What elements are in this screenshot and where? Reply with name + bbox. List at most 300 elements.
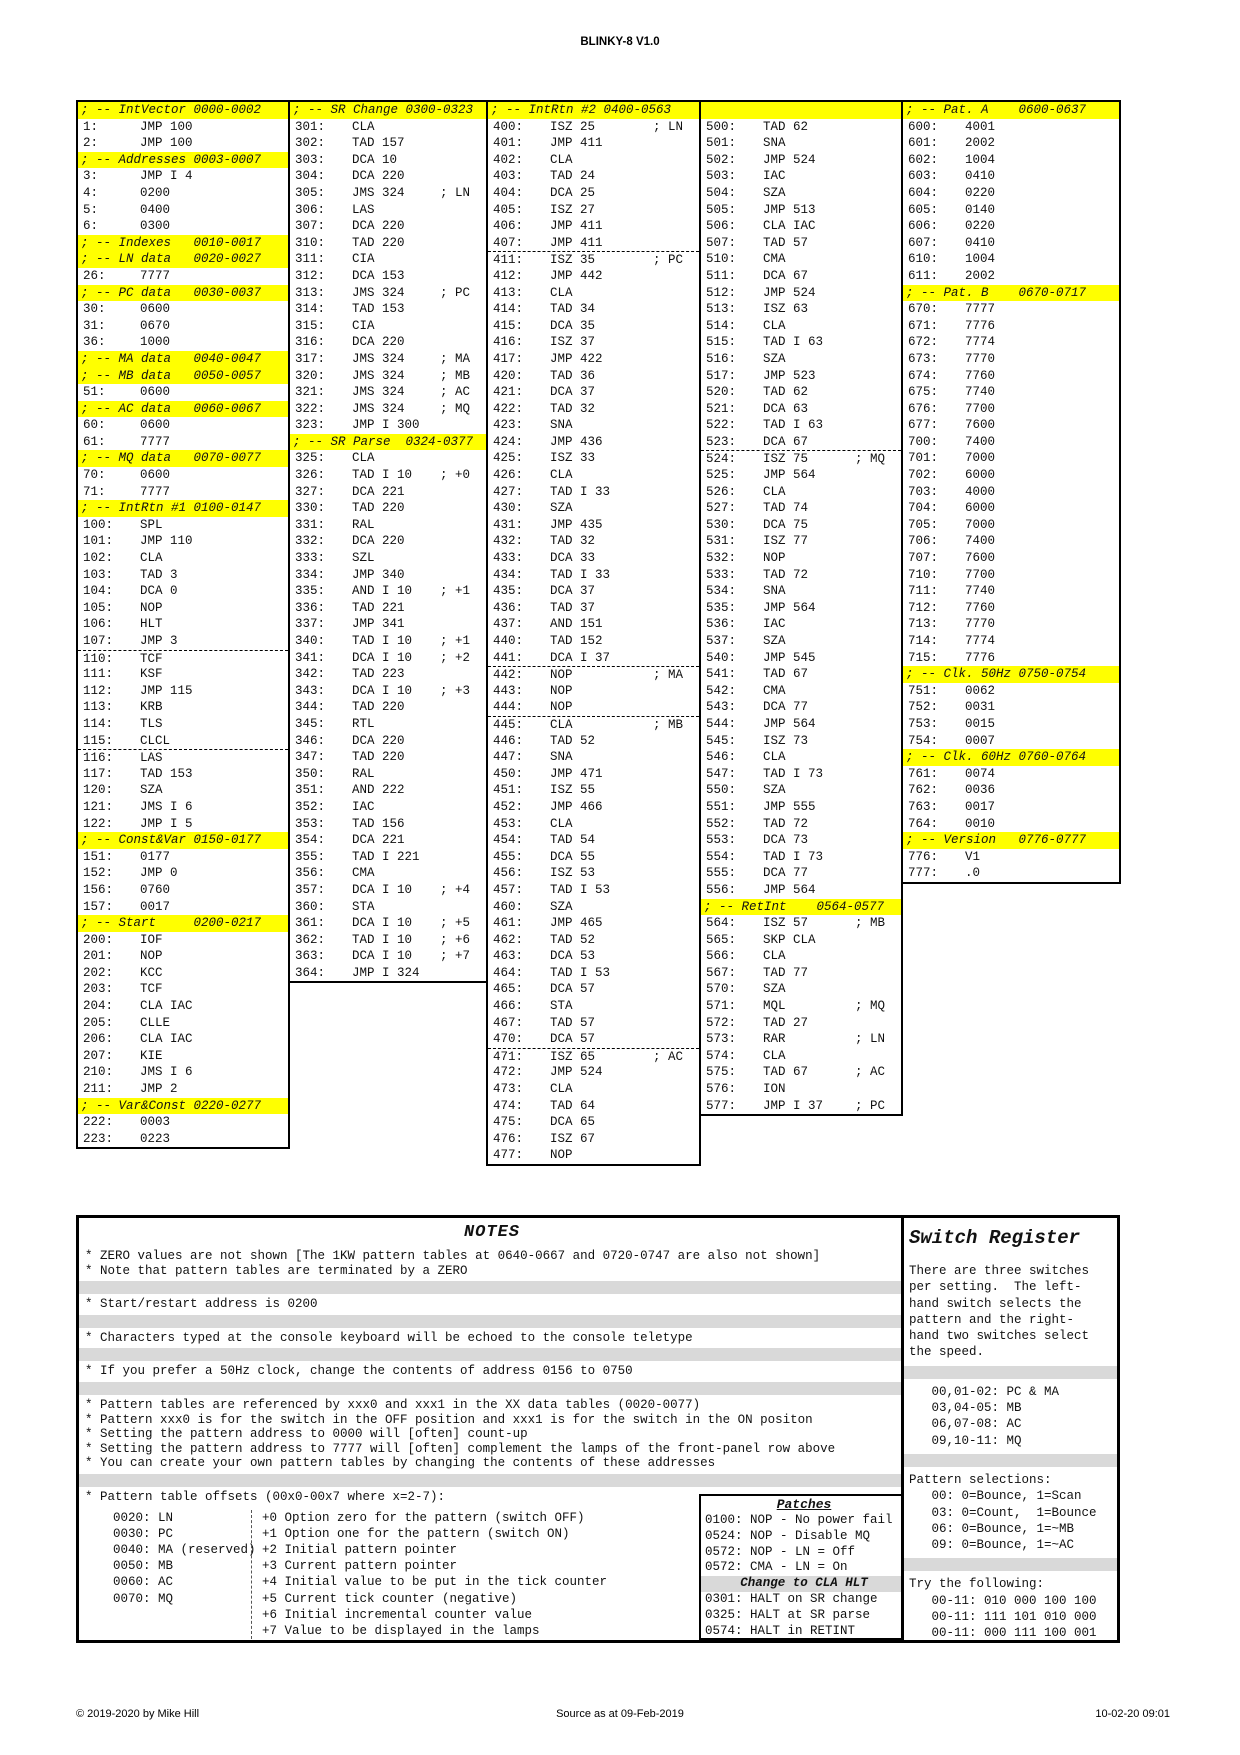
code-row: [701, 948, 901, 965]
patches-title: Patches: [776, 1497, 832, 1512]
code-instruction: CLCL: [140, 733, 171, 748]
code-address: 351:: [295, 783, 326, 798]
code-address: 360:: [295, 899, 326, 914]
code-instruction: DCA 220: [352, 335, 405, 350]
code-row: [701, 633, 901, 650]
code-row: [290, 766, 486, 783]
section-header-row: ; -- MA data 0040-0047: [78, 351, 288, 368]
code-instruction: 6000: [965, 468, 996, 483]
code-row: [701, 616, 901, 633]
code-row: [78, 633, 288, 650]
code-instruction: NOP: [550, 1148, 573, 1163]
section-header-row: ; -- Clk. 50Hz 0750-0754: [903, 666, 1119, 683]
code-row: [701, 202, 901, 219]
code-row: [290, 384, 486, 401]
code-instruction: 7774: [965, 335, 996, 350]
code-instruction: TAD 62: [763, 385, 809, 400]
code-address: 710:: [908, 567, 939, 582]
code-instruction: 0670: [140, 318, 171, 333]
code-instruction: SZA: [763, 982, 786, 997]
code-address: 104:: [83, 584, 114, 599]
code-address: 443:: [493, 683, 524, 698]
code-row: [290, 733, 486, 750]
code-row: [488, 185, 699, 202]
code-instruction: IAC: [763, 169, 786, 184]
code-instruction: DCA I 10: [352, 683, 413, 698]
switch-register-line: per setting. The left-: [909, 1280, 1082, 1295]
code-instruction: 7600: [965, 418, 996, 433]
code-address: 152:: [83, 866, 114, 881]
code-address: 106:: [83, 617, 114, 632]
code-row: [701, 533, 901, 550]
code-instruction: V1: [965, 849, 981, 864]
code-row: [488, 716, 699, 733]
code-instruction: 7740: [965, 385, 996, 400]
code-address: 122:: [83, 816, 114, 831]
code-address: 714:: [908, 634, 939, 648]
code-column-1: [76, 100, 290, 1149]
code-instruction: DCA 53: [550, 949, 596, 964]
code-row: [903, 683, 1119, 700]
code-row: [701, 1081, 901, 1098]
code-row: [78, 1015, 288, 1032]
code-column-4: [699, 100, 903, 1116]
code-address: 477:: [493, 1148, 524, 1163]
code-address: 526:: [706, 484, 737, 499]
code-row: [290, 915, 486, 932]
code-address: 670:: [908, 302, 939, 317]
code-row: [78, 135, 288, 152]
code-address: 457:: [493, 882, 524, 897]
offset-register-line: 0070: MQ: [113, 1591, 174, 1606]
code-instruction: TAD 37: [550, 600, 596, 615]
code-instruction: KIE: [140, 1048, 163, 1063]
code-instruction: 0031: [965, 700, 996, 715]
code-instruction: TAD I 53: [550, 882, 611, 897]
code-row: [290, 948, 486, 965]
code-instruction: JMS I 6: [140, 799, 193, 814]
code-address: 306:: [295, 202, 326, 217]
code-row: [701, 766, 901, 783]
code-address: 565:: [706, 932, 737, 947]
code-instruction: TAD 54: [550, 833, 596, 848]
code-row: [78, 683, 288, 700]
code-row: [903, 450, 1119, 467]
code-instruction: 0410: [965, 235, 996, 250]
code-row: [701, 600, 901, 617]
code-instruction: TAD 34: [550, 302, 596, 317]
code-row: [290, 135, 486, 152]
code-row: [78, 616, 288, 633]
code-row: [290, 450, 486, 467]
code-row: [78, 948, 288, 965]
code-row: [903, 202, 1119, 219]
code-row: [290, 749, 486, 766]
code-instruction: NOP: [763, 551, 786, 566]
code-instruction: JMP 564: [763, 468, 816, 483]
code-row: [488, 981, 699, 998]
code-address: 552:: [706, 816, 737, 831]
separator-bar: [79, 1382, 905, 1395]
section-header-row: ; -- SR Change 0300-0323: [290, 102, 486, 119]
code-address: 401:: [493, 136, 524, 151]
code-instruction: JMP 411: [550, 136, 603, 151]
code-address: 455:: [493, 849, 524, 864]
code-address: 417:: [493, 351, 524, 366]
code-instruction: TAD I 73: [763, 849, 824, 864]
section-header-row: ; -- Version 0776-0777: [903, 832, 1119, 849]
code-instruction: TAD 67: [763, 667, 809, 682]
code-row: [903, 401, 1119, 418]
code-row: [78, 202, 288, 219]
code-instruction: TAD 156: [352, 816, 405, 831]
pattern-offsets-descriptions: [251, 1510, 607, 1640]
code-row: [290, 583, 486, 600]
code-comment: ; LN: [652, 119, 683, 134]
code-row: [488, 749, 699, 766]
code-instruction: 0220: [965, 185, 996, 200]
code-instruction: TAD I 10: [352, 468, 413, 483]
code-instruction: DCA I 10: [352, 916, 413, 931]
code-comment: ; LN: [854, 1032, 885, 1047]
code-instruction: 7776: [965, 650, 996, 665]
code-instruction: DCA 220: [352, 219, 405, 234]
code-instruction: STA: [352, 899, 375, 914]
code-instruction: CLA: [550, 468, 573, 483]
code-instruction: TAD 32: [550, 534, 596, 549]
code-instruction: 0760: [140, 882, 171, 897]
code-row: [488, 152, 699, 169]
code-address: 5:: [83, 202, 99, 217]
code-instruction: SNA: [763, 136, 786, 151]
code-row: [488, 450, 699, 467]
offset-description-line: +5 Current tick counter (negative): [262, 1591, 518, 1606]
code-instruction: TAD 157: [352, 136, 405, 151]
code-row: [290, 816, 486, 833]
code-instruction: IOF: [140, 932, 163, 947]
code-row: [488, 368, 699, 385]
note-line: * Start/restart address is 0200: [85, 1297, 318, 1312]
section-header-row: ; -- IntRtn #2 0400-0563: [488, 102, 699, 119]
code-instruction: CLA: [550, 1082, 573, 1097]
code-row: [78, 749, 288, 766]
code-row: [290, 849, 486, 866]
code-address: 402:: [493, 152, 524, 167]
code-instruction: TAD 57: [763, 235, 809, 250]
code-row: [903, 865, 1119, 882]
code-row: [78, 882, 288, 899]
patches-body: [701, 1513, 907, 1639]
code-address: 107:: [83, 634, 114, 648]
code-instruction: KCC: [140, 965, 163, 980]
code-row: [903, 650, 1119, 667]
offset-description-line: +4 Initial value to be put in the tick counter: [262, 1575, 608, 1590]
code-instruction: 7700: [965, 567, 996, 582]
code-address: 307:: [295, 219, 326, 234]
code-row: [701, 1048, 901, 1065]
code-instruction: JMP 545: [763, 650, 816, 665]
code-instruction: JMP 524: [763, 152, 816, 167]
offset-register-line: 0040: MA (reserved): [113, 1542, 256, 1557]
code-row: [701, 334, 901, 351]
code-address: 312:: [295, 268, 326, 283]
code-row: [903, 799, 1119, 816]
code-instruction: TAD 27: [763, 1015, 809, 1030]
code-instruction: JMS 324: [352, 351, 405, 366]
code-comment: ; MQ: [854, 999, 885, 1014]
code-address: 335:: [295, 584, 326, 599]
code-instruction: JMS 324: [352, 385, 405, 400]
code-address: 355:: [295, 849, 326, 864]
code-row: [701, 832, 901, 849]
code-instruction: RAR: [763, 1032, 786, 1047]
code-row: [290, 285, 486, 302]
code-address: 316:: [295, 335, 326, 350]
code-address: 340:: [295, 634, 326, 648]
code-instruction: 2002: [965, 136, 996, 151]
code-row: [488, 799, 699, 816]
code-instruction: 0017: [140, 899, 171, 914]
code-instruction: 7777: [140, 268, 171, 283]
code-address: 510:: [706, 252, 737, 267]
code-row: [701, 185, 901, 202]
code-row: [78, 666, 288, 683]
code-row: [488, 633, 699, 650]
code-address: 703:: [908, 484, 939, 499]
code-address: 524:: [706, 452, 737, 467]
code-address: 334:: [295, 567, 326, 582]
code-instruction: TAD 153: [352, 302, 405, 317]
code-address: 547:: [706, 766, 737, 781]
code-row: [903, 218, 1119, 235]
code-address: 364:: [295, 965, 326, 980]
section-header-row: ; -- PC data 0030-0037: [78, 285, 288, 302]
patch-line: 0572: NOP - LN = Off: [705, 1544, 856, 1559]
code-address: 707:: [908, 551, 939, 566]
code-address: 204:: [83, 999, 114, 1014]
code-address: 432:: [493, 534, 524, 549]
code-instruction: JMP 436: [550, 434, 603, 449]
code-instruction: CLA: [550, 717, 573, 732]
code-row: [701, 567, 901, 584]
code-address: 463:: [493, 949, 524, 964]
code-instruction: TAD 3: [140, 567, 178, 582]
separator-bar: [904, 1558, 1117, 1571]
code-address: 322:: [295, 401, 326, 416]
code-address: 156:: [83, 882, 114, 897]
code-address: 442:: [493, 668, 524, 683]
code-instruction: ISZ 75: [763, 452, 809, 467]
code-address: 517:: [706, 368, 737, 383]
code-address: 205:: [83, 1015, 114, 1030]
code-instruction: JMP 411: [550, 219, 603, 234]
code-row: [78, 799, 288, 816]
code-row: [290, 500, 486, 517]
code-comment: ; MQ: [439, 401, 470, 416]
code-address: 51:: [83, 385, 106, 400]
code-instruction: 7600: [965, 551, 996, 566]
code-row: [290, 185, 486, 202]
code-comment: ; LN: [439, 185, 470, 200]
code-row: [488, 235, 699, 252]
code-address: 556:: [706, 882, 737, 897]
code-instruction: JMP 524: [550, 1065, 603, 1080]
code-instruction: DCA 55: [550, 849, 596, 864]
code-address: 751:: [908, 683, 939, 698]
code-instruction: AND 222: [352, 783, 405, 798]
code-instruction: CMA: [763, 683, 786, 698]
code-row: [903, 816, 1119, 833]
code-address: 313:: [295, 285, 326, 300]
code-address: 407:: [493, 235, 524, 250]
code-address: 61:: [83, 434, 106, 449]
code-address: 606:: [908, 219, 939, 234]
code-address: 356:: [295, 866, 326, 881]
code-instruction: TAD 220: [352, 501, 405, 516]
code-address: 202:: [83, 965, 114, 980]
offset-description-line: +0 Option zero for the pattern (switch OFF): [262, 1510, 585, 1525]
code-instruction: 0177: [140, 849, 171, 864]
section-header-row: ; -- Const&Var 0150-0177: [78, 832, 288, 849]
code-row: [78, 517, 288, 534]
code-row: [701, 301, 901, 318]
code-row: [701, 666, 901, 683]
code-instruction: TAD 64: [550, 1098, 596, 1113]
code-instruction: 7400: [965, 534, 996, 549]
code-row: [701, 351, 901, 368]
switch-register-line: pattern and the right-: [909, 1312, 1075, 1327]
separator-bar: [904, 1366, 1117, 1379]
code-instruction: 7740: [965, 584, 996, 599]
code-address: 304:: [295, 169, 326, 184]
code-row: [290, 467, 486, 484]
section-header-row: ; -- MB data 0050-0057: [78, 368, 288, 385]
code-row: [903, 384, 1119, 401]
code-comment: ; MB: [854, 916, 885, 931]
code-address: 753:: [908, 716, 939, 731]
code-row: [78, 1031, 288, 1048]
offset-description-line: +3 Current pattern pointer: [262, 1559, 458, 1574]
code-address: 573:: [706, 1032, 737, 1047]
code-instruction: CLA: [763, 949, 786, 964]
code-instruction: JMP 100: [140, 119, 193, 134]
code-row: [903, 517, 1119, 534]
code-address: 427:: [493, 484, 524, 499]
code-address: 434:: [493, 567, 524, 582]
code-row: [488, 1031, 699, 1048]
code-address: 677:: [908, 418, 939, 433]
code-row: [701, 484, 901, 501]
offset-register-line: 0030: PC: [113, 1526, 174, 1541]
code-instruction: 7760: [965, 600, 996, 615]
code-instruction: TAD I 10: [352, 932, 413, 947]
code-row: [903, 849, 1119, 866]
code-row: [701, 500, 901, 517]
code-comment: ; +1: [439, 634, 470, 648]
code-instruction: JMP 2: [140, 1082, 178, 1097]
code-row: [903, 616, 1119, 633]
code-instruction: 0410: [965, 169, 996, 184]
section-header-row: ; -- SR Parse 0324-0377: [290, 434, 486, 451]
code-address: 411:: [493, 253, 524, 268]
code-instruction: ISZ 55: [550, 783, 596, 798]
code-instruction: DCA 77: [763, 866, 809, 881]
code-row: [488, 251, 699, 268]
code-row: [701, 251, 901, 268]
code-address: 315:: [295, 318, 326, 333]
code-row: [903, 168, 1119, 185]
section-header-row: ; -- Addresses 0003-0007: [78, 152, 288, 169]
code-instruction: ISZ 57: [763, 916, 809, 931]
code-address: 415:: [493, 318, 524, 333]
code-address: 412:: [493, 268, 524, 283]
offset-description-line: +6 Initial incremental counter value: [262, 1607, 533, 1622]
code-address: 314:: [295, 302, 326, 317]
switch-register-line: There are three switches: [909, 1264, 1090, 1278]
code-address: 701:: [908, 451, 939, 466]
code-instruction: TAD 220: [352, 700, 405, 715]
code-address: 462:: [493, 932, 524, 947]
code-row: [903, 500, 1119, 517]
code-address: 115:: [83, 733, 114, 748]
code-instruction: TAD I 33: [550, 484, 611, 499]
code-column-5: [901, 100, 1121, 884]
code-address: 752:: [908, 700, 939, 715]
code-instruction: JMP 524: [763, 285, 816, 300]
code-row: [701, 1064, 901, 1081]
code-instruction: DCA 37: [550, 385, 596, 400]
code-instruction: SPL: [140, 517, 163, 532]
code-address: 362:: [295, 932, 326, 947]
code-instruction: TAD I 63: [763, 418, 824, 433]
code-row: [78, 899, 288, 916]
code-row: [701, 650, 901, 667]
section-header-row: ; -- Indexes 0010-0017: [78, 235, 288, 252]
code-row: [488, 434, 699, 451]
code-address: 71:: [83, 484, 106, 499]
code-address: 461:: [493, 916, 524, 931]
code-instruction: 1000: [140, 335, 171, 350]
switch-register-line: Try the following:: [909, 1577, 1045, 1592]
code-row: [290, 683, 486, 700]
code-instruction: JMP 555: [763, 799, 816, 814]
code-row: [903, 533, 1119, 550]
code-row: [78, 484, 288, 501]
code-comment: ; +7: [439, 949, 470, 964]
code-address: 465:: [493, 982, 524, 997]
code-row: [488, 301, 699, 318]
code-row: [701, 782, 901, 799]
code-instruction: SNA: [550, 750, 573, 765]
code-instruction: 4000: [965, 484, 996, 499]
code-address: 763:: [908, 799, 939, 814]
code-instruction: ISZ 73: [763, 733, 809, 748]
code-row: [903, 268, 1119, 285]
code-address: 471:: [493, 1049, 524, 1064]
code-instruction: TAD I 73: [763, 766, 824, 781]
patch-line: 0301: HALT on SR change: [705, 1591, 878, 1606]
code-instruction: NOP: [550, 683, 573, 698]
code-row: [78, 766, 288, 783]
code-row: [903, 185, 1119, 202]
code-row: [488, 1048, 699, 1065]
code-row: [488, 1147, 699, 1164]
code-row: [701, 849, 901, 866]
code-instruction: TCF: [140, 651, 163, 666]
code-row: [701, 417, 901, 434]
code-instruction: ISZ 63: [763, 302, 809, 317]
section-header-row: ; -- MQ data 0070-0077: [78, 450, 288, 467]
